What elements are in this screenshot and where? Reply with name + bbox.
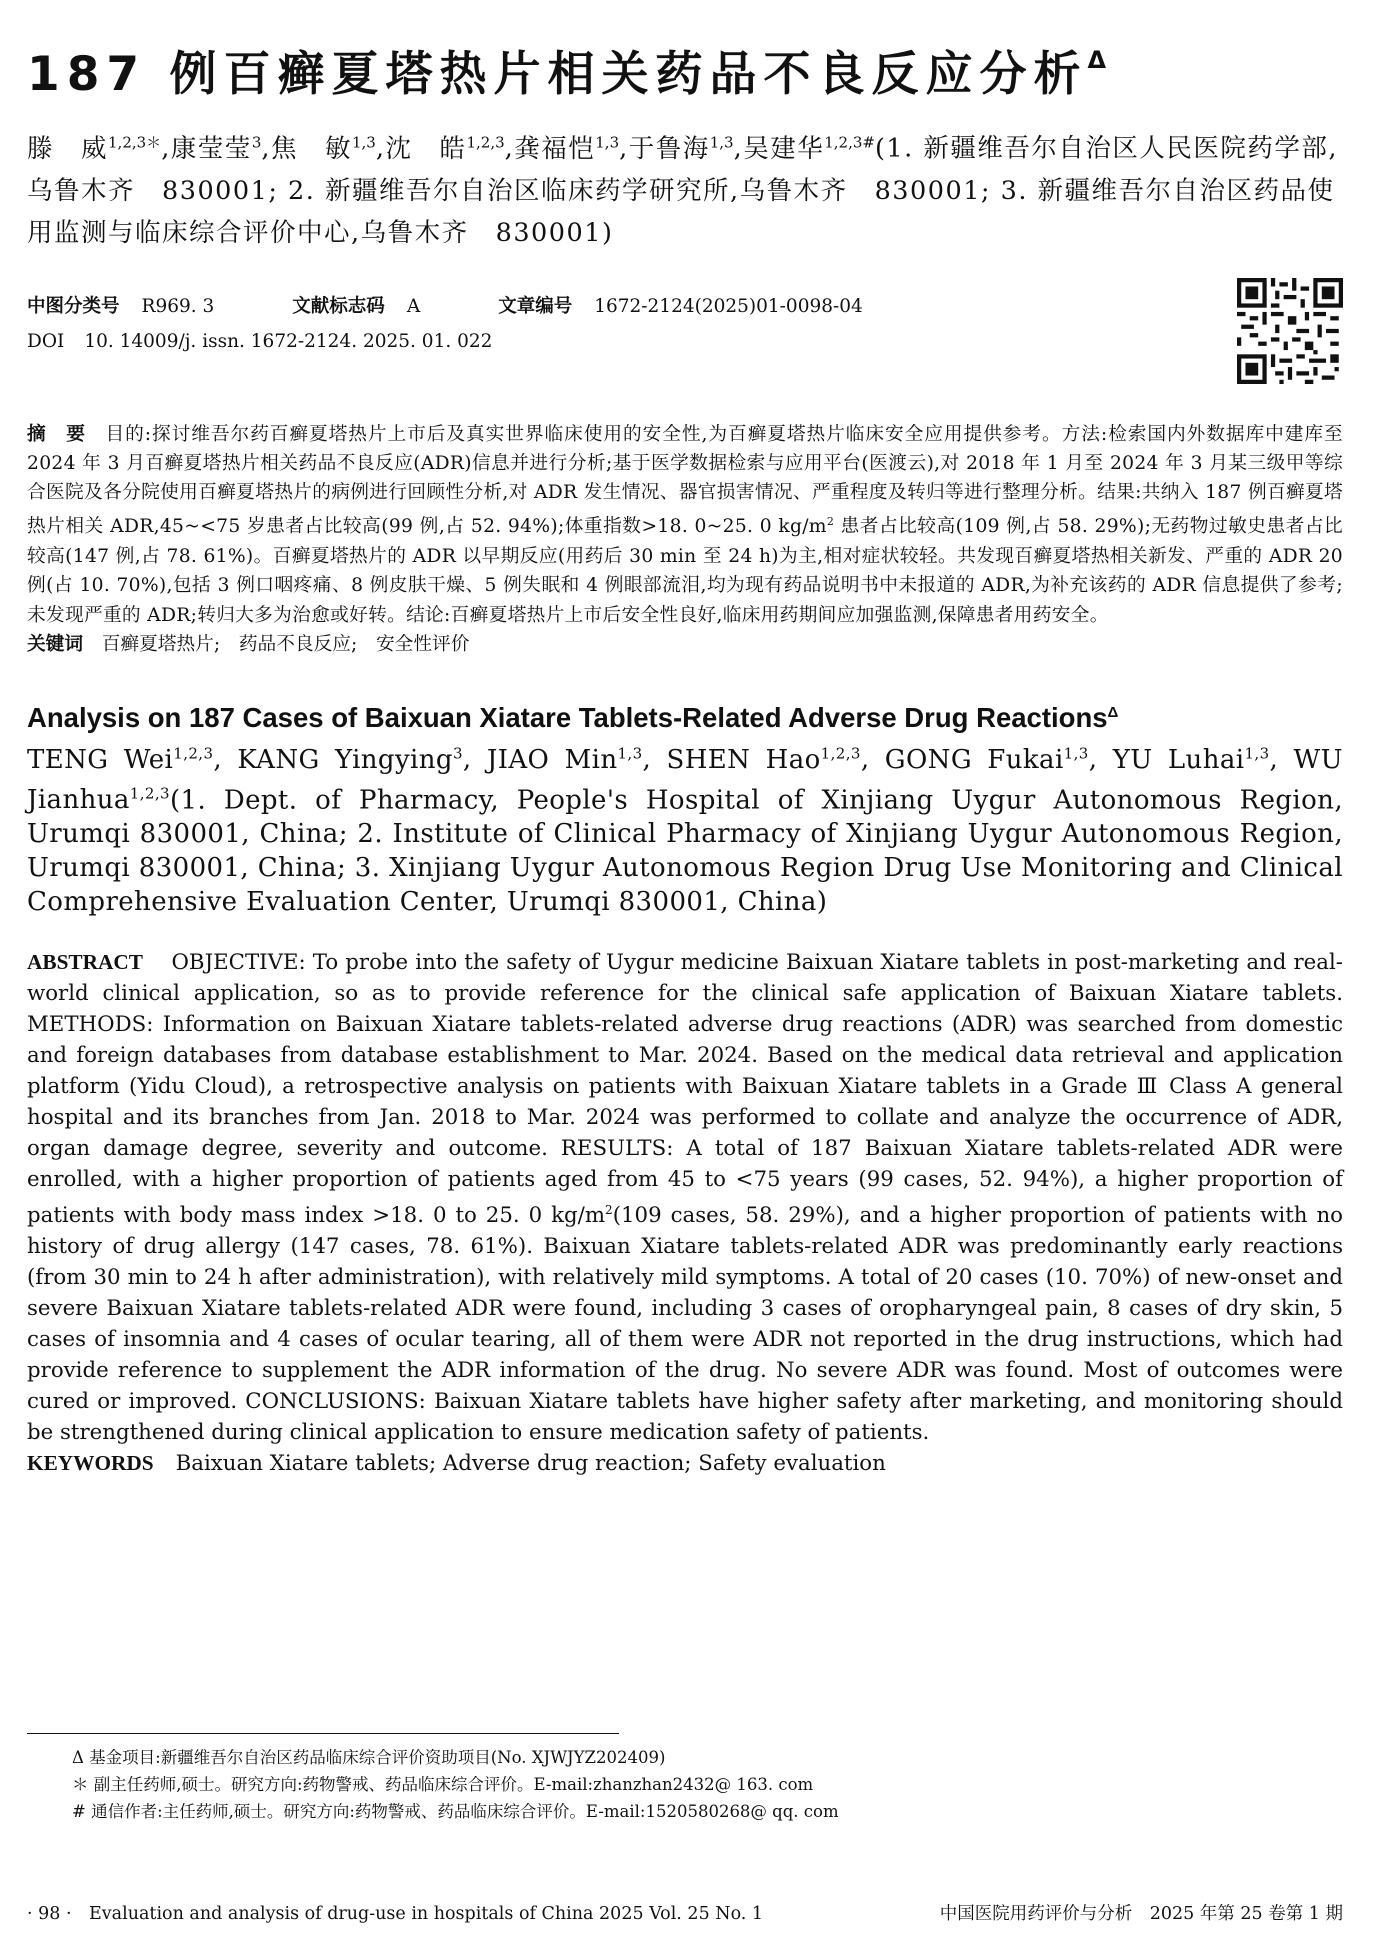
authors-cn: 滕 威$^{1,2,3*}$,康莹莹$^3$,焦 敏$^{1,3}$,沈 皓$^{1,2,3}$,龚福恺$^{1,3}$,于鲁海$^{1,3}$,吴建华$^{1,2,3\#}$(1. 新疆维吾尔自治区人民医院药学部,乌鲁木齐 830001; 2. 新疆维吾尔自治区临床药学研究所,乌鲁木齐 830001; 3. 新疆维吾尔自治区药品使用监测与临床综合评价中心,乌鲁木齐 830001) [27, 133, 1338, 248]
footnote-divider [27, 1733, 619, 1734]
keywords-cn: 关键词 百癣夏塔热片; 药品不良反应; 安全性评价 [27, 633, 470, 655]
author-cn: 焦 敏$^{1,3}$ [270, 133, 376, 164]
author-cn: 吴建华$^{1,2,3\#}$ [743, 133, 875, 164]
keywords-en-label: KEYWORDS [27, 1451, 154, 1476]
author-en: YU Luhai$^{1,3}$ [1112, 743, 1270, 775]
abstract-cn-label: 摘 要 [27, 423, 86, 445]
doi-value: 10. 14009/j. issn. 1672-2124. 2025. 01. 022 [84, 330, 493, 352]
article-no-value: 1672-2124(2025)01-0098-04 [594, 295, 863, 317]
abstract-cn: 摘 要 目的:探讨维吾尔药百癣夏塔热片上市后及真实世界临床使用的安全性,为百癣夏塔热片临床安全应用提供参考。方法:检索国内外数据库中建库至 2024 年 3 月百癣夏塔热片相关药品不良反应(ADR)信息并进行分析;基于医学数据检索与应用平台(医渡云),对 2018 年 1 月至 2024 年 3 月某三级甲等综合医院及各分院使用百癣夏塔热片的病例进行回顾性分析,对 ADR 发生情况、器官损害情况、严重程度及转归等进行整理分析。结果:共纳入 187 例百癣夏塔热片相关 ADR,45~<75 岁患者占比较高(99 例,占 52. 94%);体重指数>18. 0~25. 0 $kg/m^2$ 患者占比较高(109 例,占 58. 29%);无药物过敏史患者占比较高(147 例,占 78. 61%)。百癣夏塔热片的 ADR 以早期反应(用药后 30 min 至 24 h)为主,相对症状较轻。共发现百癣夏塔热相关新发、严重的 ADR 20 例(占 10. 70%),包括 3 例口咽疼痛、8 例皮肤干燥、5 例失眠和 4 例眼部流泪,均为现有药品说明书中未报道的 ADR,为补充该药的 ADR 信息提供了参考;未发现严重的 ADR;转归大多为治愈或好转。结论:百癣夏塔热片上市后安全性良好,临床用药期间应加强监测,保障患者用药安全。 [27, 423, 1344, 626]
article-title-en: Analysis on 187 Cases of Baixuan Xiatare Tablets-Related Adverse Drug Reactions$^\Delta$ [27, 701, 1119, 733]
abstract-en-label: ABSTRACT [27, 950, 143, 975]
article-no-label: 文章编号 [498, 295, 573, 317]
authors-en: TENG Wei$^{1,2,3}$, KANG Yingying$^3$, JIAO Min$^{1,3}$, SHEN Hao$^{1,2,3}$, GONG Fukai$^{1,3}$, YU Luhai$^{1,3}$, WU Jianhua$^{1,2,3}$(1. Dept. of Pharmacy, People's Hospital of Xinjiang Uygur Autonomous Region, Urumqi 830001, China; 2. Institute of Clinical Pharmacy of Xinjiang Uygur Autonomous Region, Urumqi 830001, China; 3. Xinjiang Uygur Autonomous Region Drug Use Monitoring and Clinical Comprehensive Evaluation Center, Urumqi 830001, China) [27, 743, 1343, 918]
clc-value: R969. 3 [141, 295, 215, 317]
article-page [27, 30, 1343, 1479]
footnote-first-author: ＊ 副主任药师,硕士。研究方向:药物警戒、药品临床综合评价。E-mail:zhanzhan2432@ 163. com [72, 1775, 814, 1794]
footnote-fund: Δ 基金项目:新疆维吾尔自治区药品临床综合评价资助项目(No. XJWJYZ202409) [72, 1748, 666, 1767]
footer-journal-en: · 98 · Evaluation and analysis of drug-use in hospitals of China 2025 Vol. 25 No. 1 [27, 1904, 764, 1924]
keywords-en: KEYWORDS Baixuan Xiatare tablets; Adverse drug reaction; Safety evaluation [27, 1451, 886, 1477]
qr-code-icon [1237, 278, 1343, 384]
author-en: GONG Fukai$^{1,3}$ [884, 743, 1089, 775]
author-en: WU Jianhua$^{1,2,3}$ [27, 744, 1343, 816]
author-cn: 康莹莹$^3$ [170, 133, 262, 164]
footnotes [72, 1744, 839, 1825]
author-en: SHEN Hao$^{1,2,3}$ [666, 743, 861, 775]
author-en: JIAO Min$^{1,3}$ [486, 743, 643, 775]
article-title-cn: 187 例百癣夏塔热片相关药品不良反应分析$^\Delta$ [27, 46, 1107, 102]
doi-label: DOI [27, 330, 65, 352]
keywords-cn-label: 关键词 [27, 633, 84, 655]
abstract-en: ABSTRACT OBJECTIVE: To probe into the safety of Uygur medicine Baixuan Xiatare tablets in post-marketing and real-world clinical application, so as to provide reference for the clinical safe application of Baixuan Xiatare tablets. METHODS: Information on Baixuan Xiatare tablets-related adverse drug reactions (ADR) was searched from domestic and foreign databases from database establishment to Mar. 2024. Based on the medical data retrieval and application platform (Yidu Cloud), a retrospective analysis on patients with Baixuan Xiatare tablets in a Grade Ⅲ Class A general hospital and its branches from Jan. 2018 to Mar. 2024 was performed to collate and analyze the occurrence of ADR, organ damage degree, severity and outcome. RESULTS: A total of 187 Baixuan Xiatare tablets-related ADR were enrolled, with a higher proportion of patients aged from 45 to <75 years (99 cases, 52. 94%), a higher proportion of patients with body mass index >18. 0 to 25. 0 $kg/m^2(109$ cases, 58. 29%), and a higher proportion of patients with no history of drug allergy (147 cases, 78. 61%). Baixuan Xiatare tablets-related ADR was predominantly early reactions (from 30 min to 24 h after administration), with relatively mild symptoms. A total of 20 cases (10. 70%) of new-onset and severe Baixuan Xiatare tablets-related ADR were found, including 3 cases of oropharyngeal pain, 8 cases of dry skin, 5 cases of insomnia and 4 cases of ocular tearing, all of them were ADR not reported in the drug instructions, which had provide reference to supplement the ADR information of the drug. No severe ADR was found. Most of outcomes were cured or improved. CONCLUSIONS: Baixuan Xiatare tablets have higher safety after marketing, and monitoring should be strengthened during clinical application to ensure medication safety of patients. [27, 950, 1343, 1446]
clc-label: 中图分类号 [27, 295, 120, 317]
doc-code-label: 文献标志码 [292, 295, 385, 317]
author-cn: 沈 皓$^{1,2,3}$ [385, 133, 505, 164]
author-cn: 于鲁海$^{1,3}$ [628, 133, 734, 164]
affiliations-cn: (1. 新疆维吾尔自治区人民医院药学部,乌鲁木齐 830001; 2. 新疆维吾尔自治区临床药学研究所,乌鲁木齐 830001; 3. 新疆维吾尔自治区药品使用监测与临床综合评价中心,乌鲁木齐 830001) [27, 133, 1338, 248]
article-meta [27, 284, 1343, 384]
author-en: KANG Yingying$^3$ [237, 743, 463, 775]
footnote-corresponding: # 通信作者:主任药师,硕士。研究方向:药物警戒、药品临床综合评价。E-mail:1520580268@ qq. com [72, 1802, 839, 1821]
footer-journal-cn: 中国医院用药评价与分析 2025 年第 25 卷第 1 期 [939, 1904, 1343, 1924]
author-en: TENG Wei$^{1,2,3}$ [27, 743, 214, 775]
doc-code-value: A [406, 295, 421, 317]
affiliations-en: (1. Dept. of Pharmacy, People's Hospital of Xinjiang Uygur Autonomous Region, Urumqi 830001, China; 2. Institute of Clinical Pharmacy of Xinjiang Uygur Autonomous Region, Urumqi 830001, China; 3. Xinjiang Uygur Autonomous Region Drug Use Monitoring and Clinical Comprehensive Evaluation Center, Urumqi 830001, China) [27, 785, 1343, 918]
author-cn: 滕 威$^{1,2,3*}$ [27, 133, 162, 164]
author-cn: 龚福恺$^{1,3}$ [514, 133, 620, 164]
